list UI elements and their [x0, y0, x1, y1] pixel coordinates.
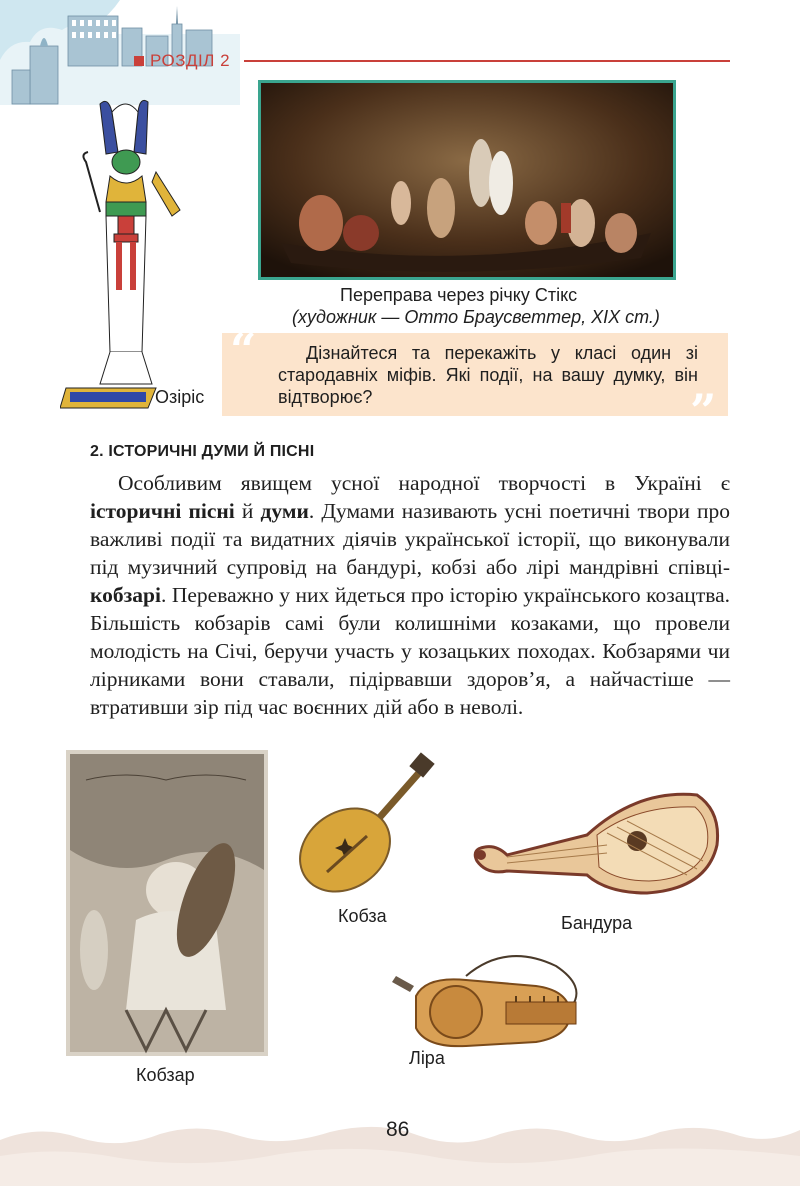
- styx-caption-artist: (художник — Отто Браусветтер, XIX ст.): [292, 307, 660, 327]
- kobzar-illustration: [66, 750, 268, 1056]
- osiris-illustration: [60, 92, 200, 412]
- bandura-caption: Бандура: [561, 913, 633, 933]
- body-text-4: . Переважно у них йдеться про історію українського козацтва. Більшість кобзарів самі були колишніми козаками, що провели молодість на Січі, беручи участь у козацьких походах. Кобзарями чи лірниками вони ставали, підірвавши здоров’я, а найчастіше — втративши зір під час воєнних дій або в неволі.: [90, 583, 730, 719]
- term-dumy: думи: [260, 499, 309, 523]
- tip-text: [278, 342, 698, 408]
- kobzar-caption: Кобзар: [136, 1065, 195, 1085]
- lira-caption: Ліра: [409, 1048, 445, 1068]
- tip-text-content: Дізнайтеся та перекажіть у класі один зі стародавніх міфів. Які події, на вашу думку, він відтворює?: [278, 343, 698, 407]
- section-label: РОЗДІЛ 2: [150, 51, 231, 70]
- section-heading: 2. ІСТОРИЧНІ ДУМИ Й ПІСНІ: [90, 443, 315, 460]
- osiris-caption: Озіріс: [155, 387, 205, 407]
- kobza-illustration: [287, 752, 439, 900]
- styx-painting: [258, 80, 676, 280]
- bandura-illustration: [467, 775, 723, 905]
- kobza-caption: Кобза: [338, 906, 387, 926]
- term-kobzari: кобзарі: [90, 583, 161, 607]
- section-marker: [134, 56, 144, 66]
- body-text-1: Особливим явищем усної народної творчості в Україні є: [118, 471, 730, 495]
- quote-close-icon: ”: [690, 384, 717, 438]
- header-rule: [244, 60, 730, 62]
- styx-painting-scene: [261, 83, 673, 277]
- term-historical-songs: історичні пісні: [90, 499, 235, 523]
- styx-caption-title: Переправа через річку Стікс: [340, 285, 578, 305]
- body-paragraph: [90, 469, 730, 721]
- page-number: 86: [386, 1118, 410, 1141]
- body-text-2: й: [234, 499, 261, 523]
- body-text-3: . Думами називають усні поетичні твори про важливі події та видатних діячів української історії, що виконували під музичний супровід на бандурі, кобзі або лірі мандрівні співці-: [90, 499, 731, 579]
- quote-open-icon: “: [230, 323, 257, 377]
